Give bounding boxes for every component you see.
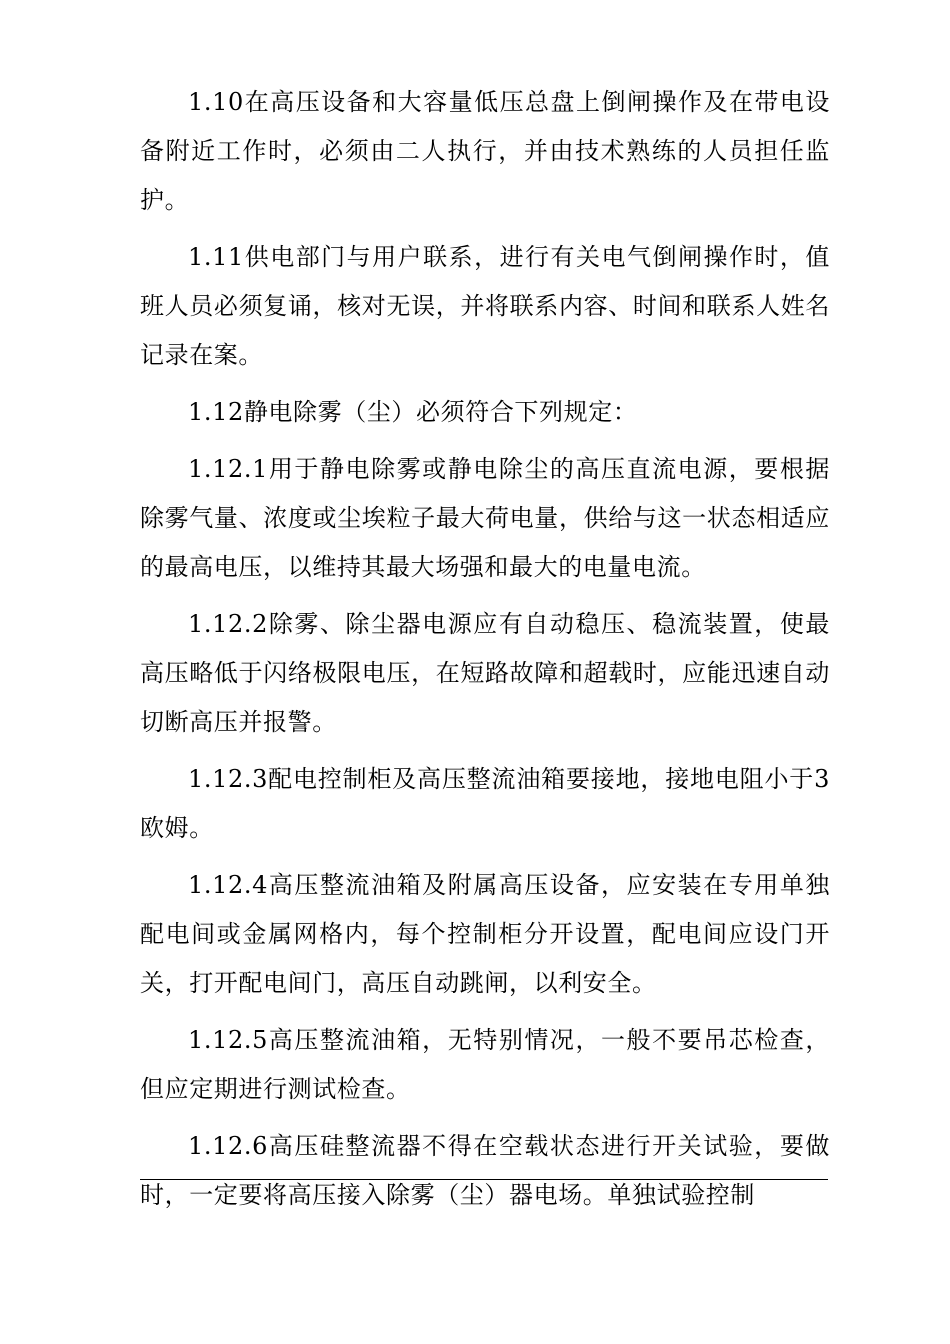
paragraph-1-12-2: 1.12.2除雾、除尘器电源应有自动稳压、稳流装置，使最高压略低于闪络极限电压，在短路故障和超载时，应能迅速自动切断高压并报警。 xyxy=(140,610,830,736)
paragraph-1-12-3: 1.12.3配电控制柜及高压整流油箱要接地，接地电阻小于3欧姆。 xyxy=(140,765,830,842)
paragraph-1-12-6: 1.12.6高压硅整流器不得在空载状态进行开关试验，要做时，一定要将高压接入除雾（尘）器电场。单独试验控制 xyxy=(140,1132,830,1209)
paragraph-1-12-1: 1.12.1用于静电除雾或静电除尘的高压直流电源，要根据除雾气量、浓度或尘埃粒子最大荷电量，供给与这一状态相适应的最高电压，以维持其最大场强和最大的电量电流。 xyxy=(140,455,830,581)
footer-divider xyxy=(140,1179,828,1180)
paragraph-1-11: 1.11供电部门与用户联系，进行有关电气倒闸操作时，值班人员必须复诵，核对无误，并将联系内容、时间和联系人姓名记录在案。 xyxy=(140,243,830,369)
paragraph-1-12-4: 1.12.4高压整流油箱及附属高压设备，应安装在专用单独配电间或金属网格内，每个控制柜分开设置，配电间应设门开关，打开配电间门，高压自动跳闸，以利安全。 xyxy=(140,871,830,997)
paragraph-1-10: 1.10在高压设备和大容量低压总盘上倒闸操作及在带电设备附近工作时，必须由二人执行，并由技术熟练的人员担任监护。 xyxy=(140,88,830,214)
paragraph-1-12-5: 1.12.5高压整流油箱，无特别情况，一般不要吊芯检查，但应定期进行测试检查。 xyxy=(140,1026,830,1103)
document-body xyxy=(140,78,830,1228)
paragraph-1-12: 1.12静电除雾（尘）必须符合下列规定： xyxy=(188,398,638,426)
